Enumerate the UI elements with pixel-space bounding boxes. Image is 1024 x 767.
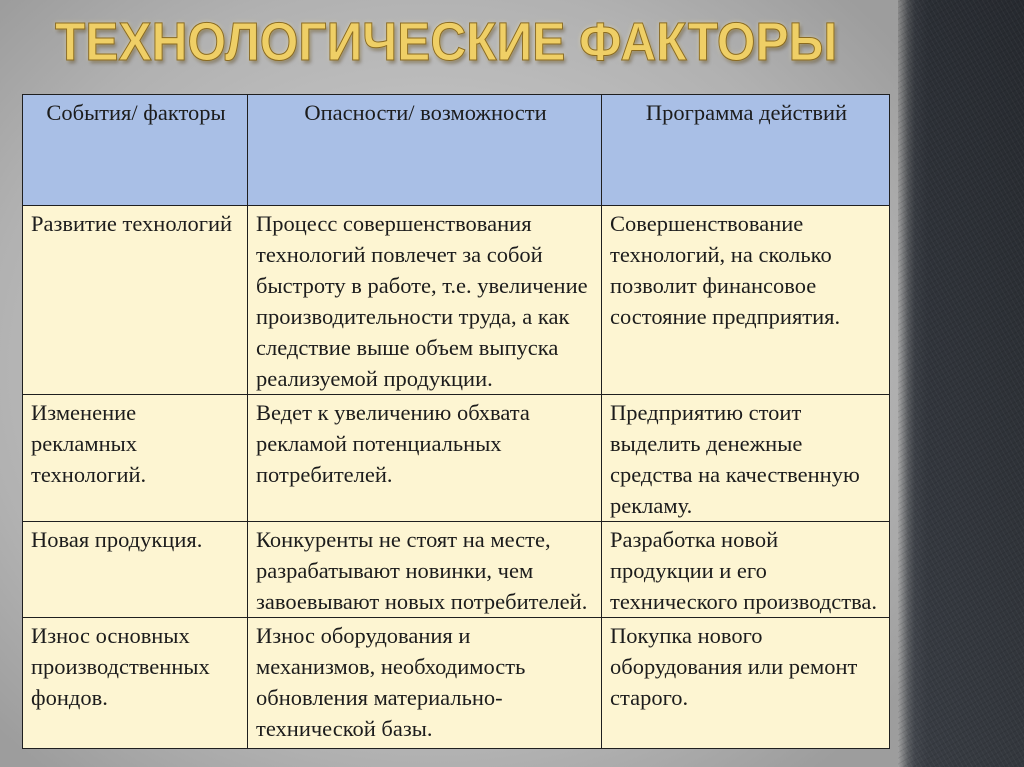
header-action-program: Программа действий — [602, 95, 890, 206]
table-row — [23, 395, 890, 522]
right-decor-panel — [898, 0, 1024, 767]
cell-action: Покупка нового оборудования или ремонт старого. — [602, 618, 890, 749]
cell-action: Совершенствование технологий, на сколько позволит финансовое состояние предприятия. — [602, 206, 890, 395]
table-row — [23, 618, 890, 749]
cell-threat: Конкуренты не стоят на месте, разрабатывают новинки, чем завоевывают новых потребителей. — [248, 522, 602, 618]
cell-factor: Развитие технологий — [23, 206, 248, 395]
cell-factor: Износ основных производственных фондов. — [23, 618, 248, 749]
cell-threat: Процесс совершенствования технологий повлечет за собой быстроту в работе, т.е. увеличение производительности труда, а как следствие выше объем выпуска реализуемой продукции. — [248, 206, 602, 395]
cell-threat: Ведет к увеличению обхвата рекламой потенциальных потребителей. — [248, 395, 602, 522]
factors-table — [22, 94, 890, 749]
header-threats-opportunities: Опасности/ возможности — [248, 95, 602, 206]
cell-factor: Изменение рекламных технологий. — [23, 395, 248, 522]
cell-action: Предприятию стоит выделить денежные средства на качественную рекламу. — [602, 395, 890, 522]
header-events-factors: События/ факторы — [23, 95, 248, 206]
cell-threat: Износ оборудования и механизмов, необходимость обновления материально-технической базы. — [248, 618, 602, 749]
cell-action: Разработка новой продукции и его технического производства. — [602, 522, 890, 618]
cell-factor: Новая продукция. — [23, 522, 248, 618]
table-row — [23, 206, 890, 395]
table-header-row — [23, 95, 890, 206]
table-row — [23, 522, 890, 618]
slide-title: ТЕХНОЛОГИЧЕСКИЕ ФАКТОРЫ — [55, 12, 838, 72]
